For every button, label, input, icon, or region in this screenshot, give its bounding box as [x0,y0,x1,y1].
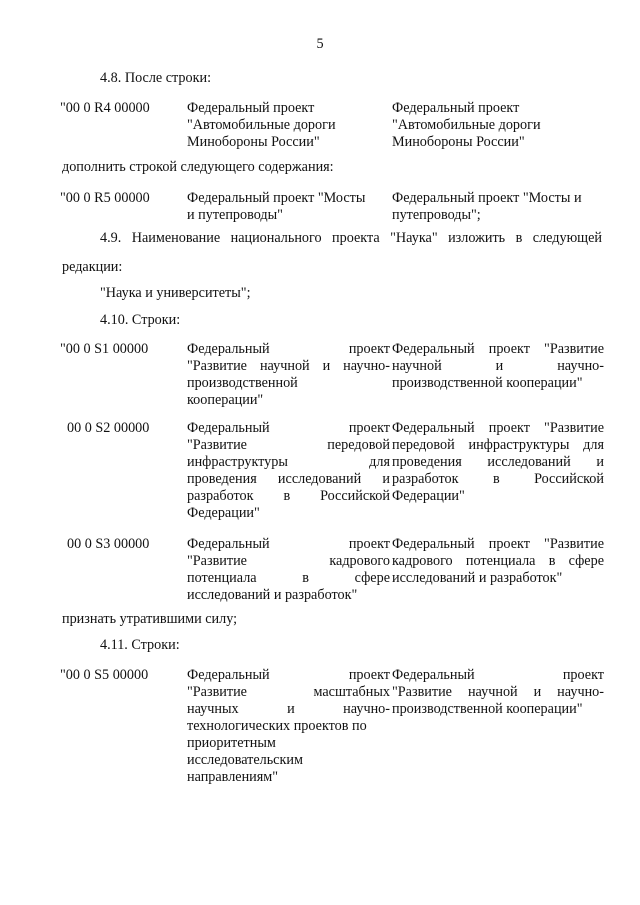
cell-line: кадрового потенциала в сфере [392,553,604,569]
cell-line: путепроводы"; [392,207,481,223]
row-code: "00 0 S1 00000 [60,341,149,357]
row-code: 00 0 S2 00000 [67,420,150,436]
cell-line: Минобороны России" [392,134,525,150]
old-name-cell [187,341,390,409]
cell-line: передовой инфраструктуры для [392,437,604,453]
cell-line: технологических проектов по [187,718,367,734]
cell-line: научных и научно- [187,701,390,717]
cell-line: "Развитие научной и научно- [187,358,390,374]
cell-line: "Развитие передовой [187,437,390,453]
cell-line: Федерации" [392,488,465,504]
old-name-cell [187,536,390,604]
supplement-text: дополнить строкой следующего содержания: [62,159,334,175]
row-code: "00 0 S5 00000 [60,667,149,683]
paragraph-4-9-line2: редакции: [62,259,123,275]
cell-line: Федеральный проект [187,536,390,552]
cell-line: "Автомобильные дороги [392,117,541,133]
cell-line: Федеральный проект "Развитие [392,341,604,357]
page-number: 5 [316,36,324,52]
row-code: "00 0 R5 00000 [60,190,150,206]
cell-line: производственной [187,375,298,391]
cell-line: производственной кооперации" [392,701,583,717]
old-name-cell [187,667,390,786]
invalid-text: признать утратившими силу; [62,611,238,627]
cell-line: Федеральный проект [392,100,520,116]
new-name-cell [392,190,604,224]
cell-line: направлениям" [187,769,279,785]
cell-line: разработок в Российской [392,471,604,487]
old-name-cell [187,190,390,224]
old-name-cell [187,420,390,522]
cell-line: и путепроводы" [187,207,283,223]
old-name-cell [187,100,390,151]
cell-line: исследований и разработок" [187,587,358,603]
cell-line: исследований и разработок" [392,570,563,586]
cell-line: приоритетным [187,735,276,751]
row-code: "00 0 R4 00000 [60,100,150,116]
row-code: 00 0 S3 00000 [67,536,150,552]
cell-line: Федеральный проект "Развитие [392,420,604,436]
paragraph-4-10: 4.10. Строки: [100,312,181,328]
new-name-cell [392,420,604,505]
cell-line: производственной кооперации" [392,375,583,391]
cell-line: проведения исследований и [392,454,604,470]
cell-line: "Автомобильные дороги [187,117,336,133]
cell-line: инфраструктуры для [187,454,390,470]
cell-line: Федеральный проект "Мосты и [392,190,582,206]
cell-line: Федеральный проект [187,667,390,683]
paragraph-4-11: 4.11. Строки: [100,637,180,653]
nauka-title: "Наука и университеты"; [100,285,251,301]
cell-line: Федеральный проект [187,341,390,357]
cell-line: Федеральный проект [187,420,390,436]
cell-line: научной и научно- [392,358,604,374]
cell-line: Федеральный проект [187,100,315,116]
new-name-cell [392,536,604,587]
cell-line: проведения исследований и [187,471,390,487]
cell-line: потенциала в сфере [187,570,390,586]
cell-line: Минобороны России" [187,134,320,150]
new-name-cell [392,667,604,718]
cell-line: разработок в Российской [187,488,390,504]
cell-line: "Развитие кадрового [187,553,390,569]
paragraph-4-8: 4.8. После строки: [100,70,212,86]
cell-line: Федеральный проект "Развитие [392,536,604,552]
cell-line: "Развитие масштабных [187,684,390,700]
new-name-cell [392,100,604,151]
cell-line: кооперации" [187,392,264,408]
cell-line: "Развитие научной и научно- [392,684,604,700]
new-name-cell [392,341,604,392]
paragraph-4-9-line1: 4.9. Наименование национального проекта "Наука" изложить в следующей [100,230,602,246]
cell-line: Федеральный проект "Мосты [187,190,366,206]
cell-line: Федерации" [187,505,260,521]
cell-line: исследовательским [187,752,303,768]
cell-line: Федеральный проект [392,667,604,683]
